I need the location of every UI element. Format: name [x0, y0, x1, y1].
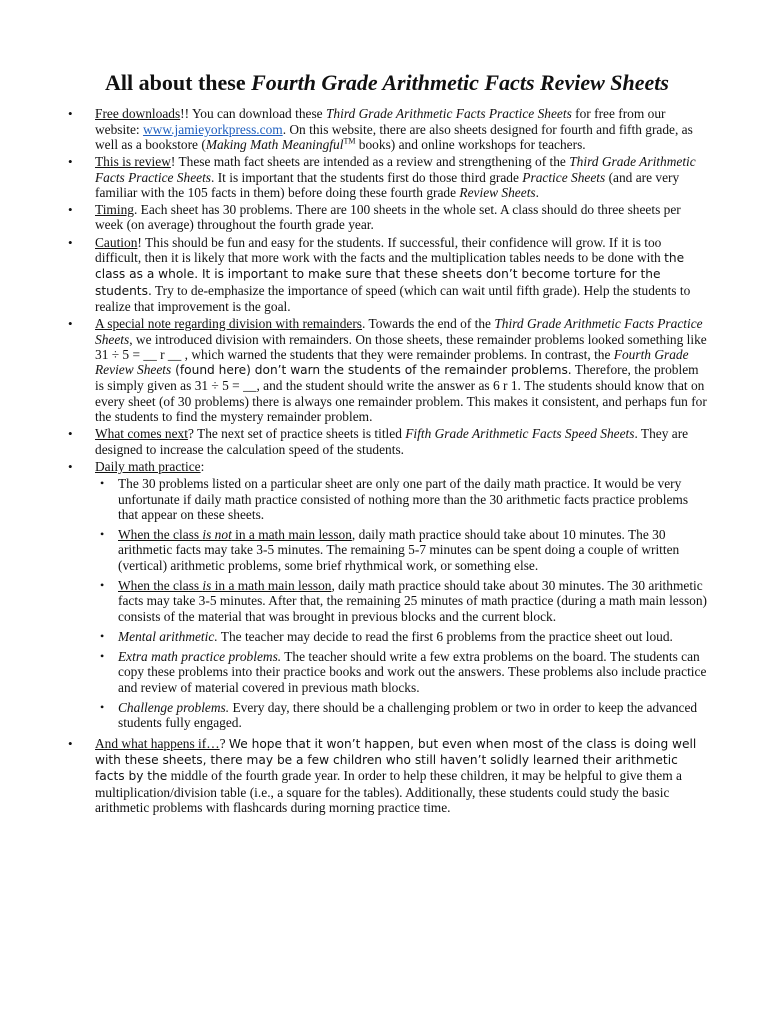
title-prefix: All about these [105, 70, 252, 95]
bullet-daily-math-practice [95, 459, 708, 731]
sub-bullet-lead-part: When the class [118, 578, 203, 593]
sub-bullet-in-main-lesson [118, 578, 708, 624]
website-link[interactable]: www.jamieyorkpress.com [142, 121, 283, 137]
bullet-text: . It is important that the students first do those third grade [211, 169, 523, 185]
bullet-lead: A special note regarding division with remainders [95, 316, 363, 332]
bullet-text: , and the student should write the answer as 6 r 1. The students should know that on every sheet (of 30 problems) there is always one remainder problem. This makes it consistent, and perhaps fun for the students to find the mystery remainder problem. [95, 378, 707, 425]
bullet-lead: And what happens if… [95, 735, 220, 751]
sub-bullet-lead-part: in a math main lesson [231, 527, 352, 543]
bullet-division-remainders [95, 316, 708, 424]
sub-bullet-text: The teacher should write a few extra problems on the board. The students can copy these problems into their practice books and work out the answers. These problems also include practice and review of material covered in previous math blocks. [118, 649, 707, 695]
bullet-text: Therefore, the problem is simply given as [95, 362, 699, 394]
sub-bullet-lead-part: in a math main lesson [211, 578, 332, 593]
sub-bullet-lead [118, 578, 331, 593]
bullet-text: , which warned the students that they were remainder problems. In contrast, the [181, 346, 614, 362]
sub-bullet-italic-lead: Challenge problems. [118, 700, 230, 716]
sub-bullet-extra-problems [118, 649, 708, 695]
bullet-lead: Caution [95, 234, 138, 250]
sub-bullet-lead [118, 527, 352, 542]
bullet-text: . Towards the end of the [362, 316, 495, 332]
bullet-italic: Fifth Grade Arithmetic Facts Speed Sheets [405, 426, 635, 442]
sub-bullet-lead-italic: is not [202, 527, 232, 543]
equation-1: 31 ÷ 5 = __ r __ [95, 346, 182, 362]
bullet-text: : [200, 458, 205, 474]
page-title [66, 70, 708, 96]
bullet-italic: Third Grade Arithmetic Facts Practice Sheets [95, 316, 703, 347]
sub-bullet-text: The teacher may decide to read the first 6 problems from the practice sheet out loud. [217, 628, 673, 644]
sub-bullet-italic-lead: Mental arithmetic. [118, 628, 218, 644]
bullet-text: . On this website, there are also sheets designed for fourth and fifth grade, as well as a bookstore ( [95, 121, 693, 152]
bullet-text: , we introduced division with remainders. On those sheets, these remainder problems looked something like [129, 331, 707, 347]
bullet-timing [95, 202, 708, 233]
sub-bullet-text: , daily math practice should take about 10 minutes. The 30 arithmetic facts may take 3-5 minutes. The remaining 5-7 minutes can be spent doing a couple of written (vertical) arithmetic problems, some brief rhythmical work, or something else. [118, 527, 680, 573]
bullet-what-happens-if [95, 736, 708, 815]
sub-bullet-lead-italic: is [202, 578, 212, 593]
bullet-text-sans: the class as a whole. It is important to make sure that these sheets don’t become torture for the students. [95, 251, 685, 298]
main-bullet-list [66, 106, 708, 815]
sub-bullet-30-problems [118, 476, 708, 522]
bullet-text: ? [219, 735, 229, 751]
bullet-text: . Each sheet has 30 problems. There are 100 sheets in the whole set. A class should do three sheets per week (on average) throughout the fourth grade year. [95, 202, 681, 233]
bullet-lead: This is review [95, 154, 171, 170]
bullet-caution [95, 235, 708, 314]
equation-2: 31 ÷ 5 = __ [194, 378, 257, 394]
bullet-lead: Free downloads [95, 106, 181, 122]
bullet-text-sans: We hope that it won’t happen, but even when most of the class is doing well with these sheets, there may be a few children who still haven’t solidly learned their arithmetic facts by the [95, 736, 697, 784]
title-italic: Fourth Grade Arithmetic Facts Review Sheets [251, 70, 669, 95]
bullet-text-sans: (found here) don’t warn the students of the remainder problems. [171, 363, 572, 378]
bullet-this-is-review [95, 154, 708, 200]
bullet-italic: Practice Sheets [522, 169, 606, 185]
bullet-what-comes-next [95, 426, 708, 457]
sub-bullet-text: The 30 problems listed on a particular sheet are only one part of the daily math practice. It would be very unfortunate if daily math practice consisted of nothing more than the 30 arithmetic facts practice problems that appear on these sheets. [118, 476, 689, 522]
sub-bullet-mental-arithmetic [118, 629, 708, 644]
bullet-italic: Fourth Grade Review Sheets [95, 346, 689, 378]
bullet-text: . They are designed to increase the calculation speed of the students. [95, 426, 689, 457]
bullet-text: ! This should be fun and easy for the students. If successful, their confidence will grow. If it is too difficult, then it is likely that more work with the facts and the multiplication tables needs to be done with [95, 234, 665, 266]
sub-bullet-not-main-lesson [118, 527, 708, 573]
bullet-italic: Making Math Meaningful [205, 136, 344, 152]
bullet-text: Try to de-emphasize the importance of speed (which can wait until fifth grade). Help the students to realize that improvement is the goal. [95, 282, 691, 314]
bullet-lead: Timing [95, 202, 134, 218]
bullet-text: !! You can download these [180, 106, 326, 122]
daily-practice-sublist [95, 476, 708, 730]
bullet-italic: Third Grade Arithmetic Facts Practice Sheets [325, 106, 572, 122]
bullet-text: (and are very familiar with the 105 facts in them) before doing these fourth grade [95, 169, 680, 200]
bullet-free-downloads [95, 106, 708, 152]
bullet-text: . [535, 184, 539, 200]
bullet-text: ! These math fact sheets are intended as a review and strengthening of the [170, 154, 570, 170]
bullet-text: books) and online workshops for teachers. [355, 136, 586, 152]
sub-bullet-text: , daily math practice should take about 30 minutes. The 30 arithmetic facts may take 3-5 minutes. After that, the remaining 25 minutes of math practice (during a math main lesson) consists of the material that was brought in previous blocks and the current block. [118, 578, 708, 624]
bullet-lead: Daily math practice [95, 458, 201, 474]
trademark-mark: TM [343, 136, 356, 146]
sub-bullet-challenge-problems [118, 700, 708, 731]
bullet-italic: Third Grade Arithmetic Facts Practice Sheets [95, 154, 696, 185]
sub-bullet-lead-part: When the class [118, 527, 203, 543]
bullet-text: for free from our website: [95, 106, 666, 137]
bullet-text: ? The next set of practice sheets is titled [187, 426, 406, 442]
bullet-italic: Review Sheets [459, 184, 536, 200]
sub-bullet-italic-lead: Extra math practice problems. [118, 649, 282, 665]
bullet-text: middle of the fourth grade year. In order to help these children, it may be helpful to give them a multiplication/division table (i.e., a square for the tables). Additionally, these students could study the basic arithmetic problems with flashcards during morning practice time. [95, 768, 682, 815]
sub-bullet-text: Every day, there should be a challenging problem or two in order to keep the advanced students fully engaged. [118, 700, 698, 731]
bullet-lead: What comes next [95, 426, 188, 442]
